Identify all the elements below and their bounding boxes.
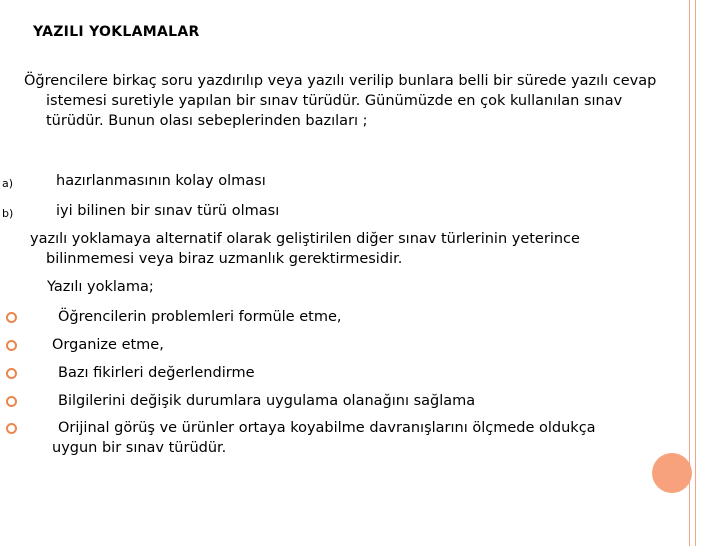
- reason-marker: a): [2, 177, 14, 190]
- bullet-ring-icon: [6, 423, 17, 434]
- subheading: Yazılı yoklama;: [47, 279, 154, 295]
- reason-text: iyi bilinen bir sınav türü olması: [56, 203, 280, 219]
- slide-title: YAZILI YOKLAMALAR: [33, 24, 200, 40]
- list-item-text: Bazı fikirleri değerlendirme: [58, 365, 255, 381]
- bullet-ring-icon: [6, 312, 17, 323]
- reason-text: hazırlanmasının kolay olması: [56, 173, 266, 189]
- bullet-ring-icon: [6, 396, 17, 407]
- list-item-text: Orijinal görüş ve ürünler ortaya koyabilme davranışlarını ölçmede oldukça uygun bir sınav türüdür.: [52, 420, 596, 456]
- decorative-rule-right: [695, 0, 696, 546]
- bullet-ring-icon: [6, 368, 17, 379]
- reason-marker: b): [2, 207, 14, 220]
- list-item-text: Öğrencilerin problemleri formüle etme,: [58, 309, 342, 325]
- bullet-ring-icon: [6, 340, 17, 351]
- list-item-text: Organize etme,: [52, 337, 164, 353]
- decorative-circle: [652, 453, 692, 493]
- alternative-paragraph: yazılı yoklamaya alternatif olarak geliştirilen diğer sınav türlerinin yeterince bilinmemesi veya biraz uzmanlık gerektirmesidir.: [30, 231, 580, 267]
- intro-paragraph: Öğrencilere birkaç soru yazdırılıp veya yazılı verilip bunlara belli bir sürede yazılı cevap istemesi suretiyle yapılan bir sınav türüdür. Günümüzde en çok kullanılan sınav türüdür. Bunun olası sebeplerinden bazıları ;: [24, 73, 657, 129]
- list-item-text: Bilgilerini değişik durumlara uygulama olanağını sağlama: [58, 393, 476, 409]
